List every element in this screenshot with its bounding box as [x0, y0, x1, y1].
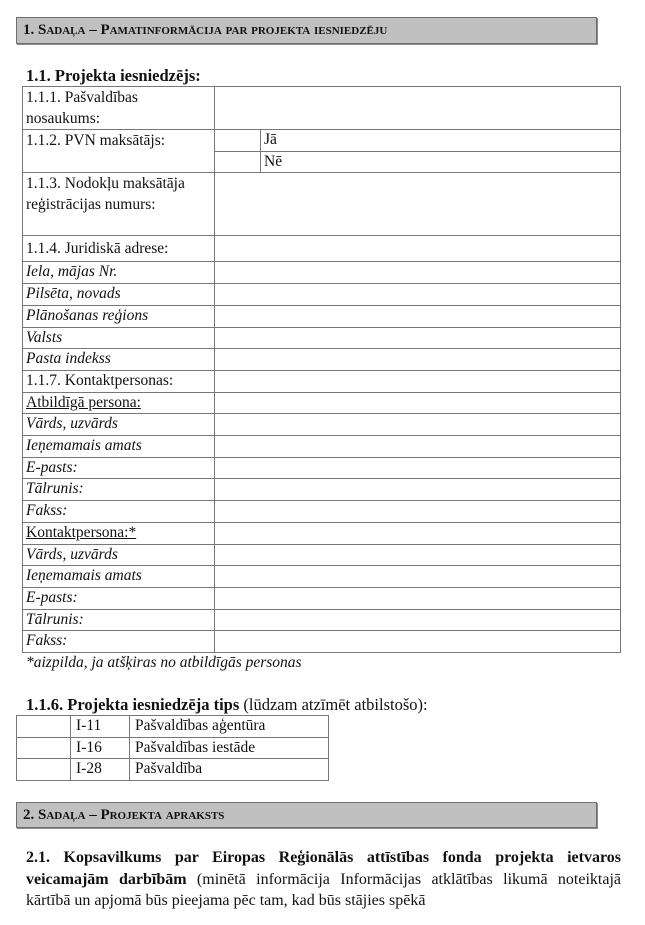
city-field[interactable] [215, 284, 621, 306]
table-row [23, 370, 621, 392]
type-label: Pašvaldības iestāde [130, 737, 329, 759]
table-row [23, 544, 621, 566]
tax-reg-number-field[interactable] [215, 173, 621, 236]
rp-position-label: Ieņemamais amats [23, 436, 215, 458]
table-row [23, 609, 621, 631]
city-label: Pilsēta, novads [23, 284, 215, 306]
table-row [23, 262, 621, 284]
type-code: I-16 [71, 737, 130, 759]
table-row [23, 587, 621, 609]
applicant-type-title-bold: 1.1.6. Projekta iesniedzēja tips [26, 695, 240, 714]
table-row [23, 327, 621, 349]
municipality-name-field[interactable] [215, 87, 621, 130]
table-row [23, 566, 621, 588]
rp-phone-field[interactable] [215, 479, 621, 501]
contact-person-field[interactable] [215, 522, 621, 544]
table-row [23, 436, 621, 458]
section-1-header: 1. Sadaļa – Pamatinformācija par projekta iesniedzēju [16, 17, 597, 44]
planning-region-label: Plānošanas reģions [23, 305, 215, 327]
table-row [23, 501, 621, 523]
rp-email-field[interactable] [215, 457, 621, 479]
table-row [23, 414, 621, 436]
type-code: I-28 [71, 759, 130, 781]
type-code: I-11 [71, 716, 130, 738]
table-row [23, 457, 621, 479]
contacts-field[interactable] [215, 370, 621, 392]
table-row [17, 759, 329, 781]
tax-reg-number-label: 1.1.3. Nodokļu maksātāja reģistrācijas numurs: [23, 173, 215, 236]
table-row [23, 87, 621, 130]
vat-no-label: Nē [261, 151, 621, 173]
contact-person-label: Kontaktpersona:* [23, 522, 215, 544]
applicant-table [22, 86, 621, 653]
type-checkbox[interactable] [17, 716, 71, 738]
type-label: Pašvaldība [130, 759, 329, 781]
cp-fax-field[interactable] [215, 631, 621, 653]
cp-name-label: Vārds, uzvārds [23, 544, 215, 566]
vat-payer-label: 1.1.2. PVN maksātājs: [23, 130, 215, 173]
street-label: Iela, mājas Nr. [23, 262, 215, 284]
table-row [23, 236, 621, 262]
footnote: *aizpilda, ja atšķiras no atbildīgās personas [26, 654, 302, 671]
summary-title: 2.1. Kopsavilkums par Eiropas Reģionālās attīstības fonda projekta ietvaros veicamajām darbībām [26, 849, 621, 888]
table-row [23, 130, 621, 152]
type-checkbox[interactable] [17, 737, 71, 759]
table-row [23, 392, 621, 414]
table-row [23, 284, 621, 306]
table-row [17, 737, 329, 759]
vat-yes-label: Jā [261, 130, 621, 152]
cp-email-label: E-pasts: [23, 587, 215, 609]
rp-fax-field[interactable] [215, 501, 621, 523]
municipality-name-label: 1.1.1. Pašvaldības nosaukums: [23, 87, 215, 130]
cp-position-label: Ieņemamais amats [23, 566, 215, 588]
type-checkbox[interactable] [17, 759, 71, 781]
planning-region-field[interactable] [215, 305, 621, 327]
rp-phone-label: Tālrunis: [23, 479, 215, 501]
table-row [23, 522, 621, 544]
country-field[interactable] [215, 327, 621, 349]
cp-name-field[interactable] [215, 544, 621, 566]
cp-fax-label: Fakss: [23, 631, 215, 653]
section-2-header: 2. Sadaļa – Projekta apraksts [16, 802, 597, 828]
rp-email-label: E-pasts: [23, 457, 215, 479]
applicant-type-table [16, 715, 329, 781]
postal-code-label: Pasta indekss [23, 349, 215, 371]
applicant-type-title [26, 695, 428, 715]
contacts-label: 1.1.7. Kontaktpersonas: [23, 370, 215, 392]
cp-phone-label: Tālrunis: [23, 609, 215, 631]
legal-address-field[interactable] [215, 236, 621, 262]
street-field[interactable] [215, 262, 621, 284]
table-row [23, 173, 621, 236]
rp-name-field[interactable] [215, 414, 621, 436]
table-row [17, 716, 329, 738]
postal-code-field[interactable] [215, 349, 621, 371]
table-row [23, 349, 621, 371]
applicant-type-title-note: (lūdzam atzīmēt atbilstošo): [239, 695, 428, 714]
type-label: Pašvaldības aģentūra [130, 716, 329, 738]
rp-name-label: Vārds, uzvārds [23, 414, 215, 436]
country-label: Valsts [23, 327, 215, 349]
summary-paragraph [26, 847, 621, 912]
legal-address-label: 1.1.4. Juridiskā adrese: [23, 236, 215, 262]
summary-note: (minētā informācija Informācijas atklātības likumā noteiktajā kārtībā un apjomā būs pieejama pēc tam, kad būs stājies spēkā [26, 870, 622, 909]
table-row [23, 305, 621, 327]
vat-no-checkbox[interactable] [215, 151, 261, 173]
table-row [23, 631, 621, 653]
vat-yes-checkbox[interactable] [215, 130, 261, 152]
rp-position-field[interactable] [215, 436, 621, 458]
table-row [23, 479, 621, 501]
cp-position-field[interactable] [215, 566, 621, 588]
rp-fax-label: Fakss: [23, 501, 215, 523]
applicant-title: 1.1. Projekta iesniedzējs: [26, 66, 201, 85]
responsible-person-field[interactable] [215, 392, 621, 414]
cp-email-field[interactable] [215, 587, 621, 609]
responsible-person-label: Atbildīgā persona: [23, 392, 215, 414]
cp-phone-field[interactable] [215, 609, 621, 631]
